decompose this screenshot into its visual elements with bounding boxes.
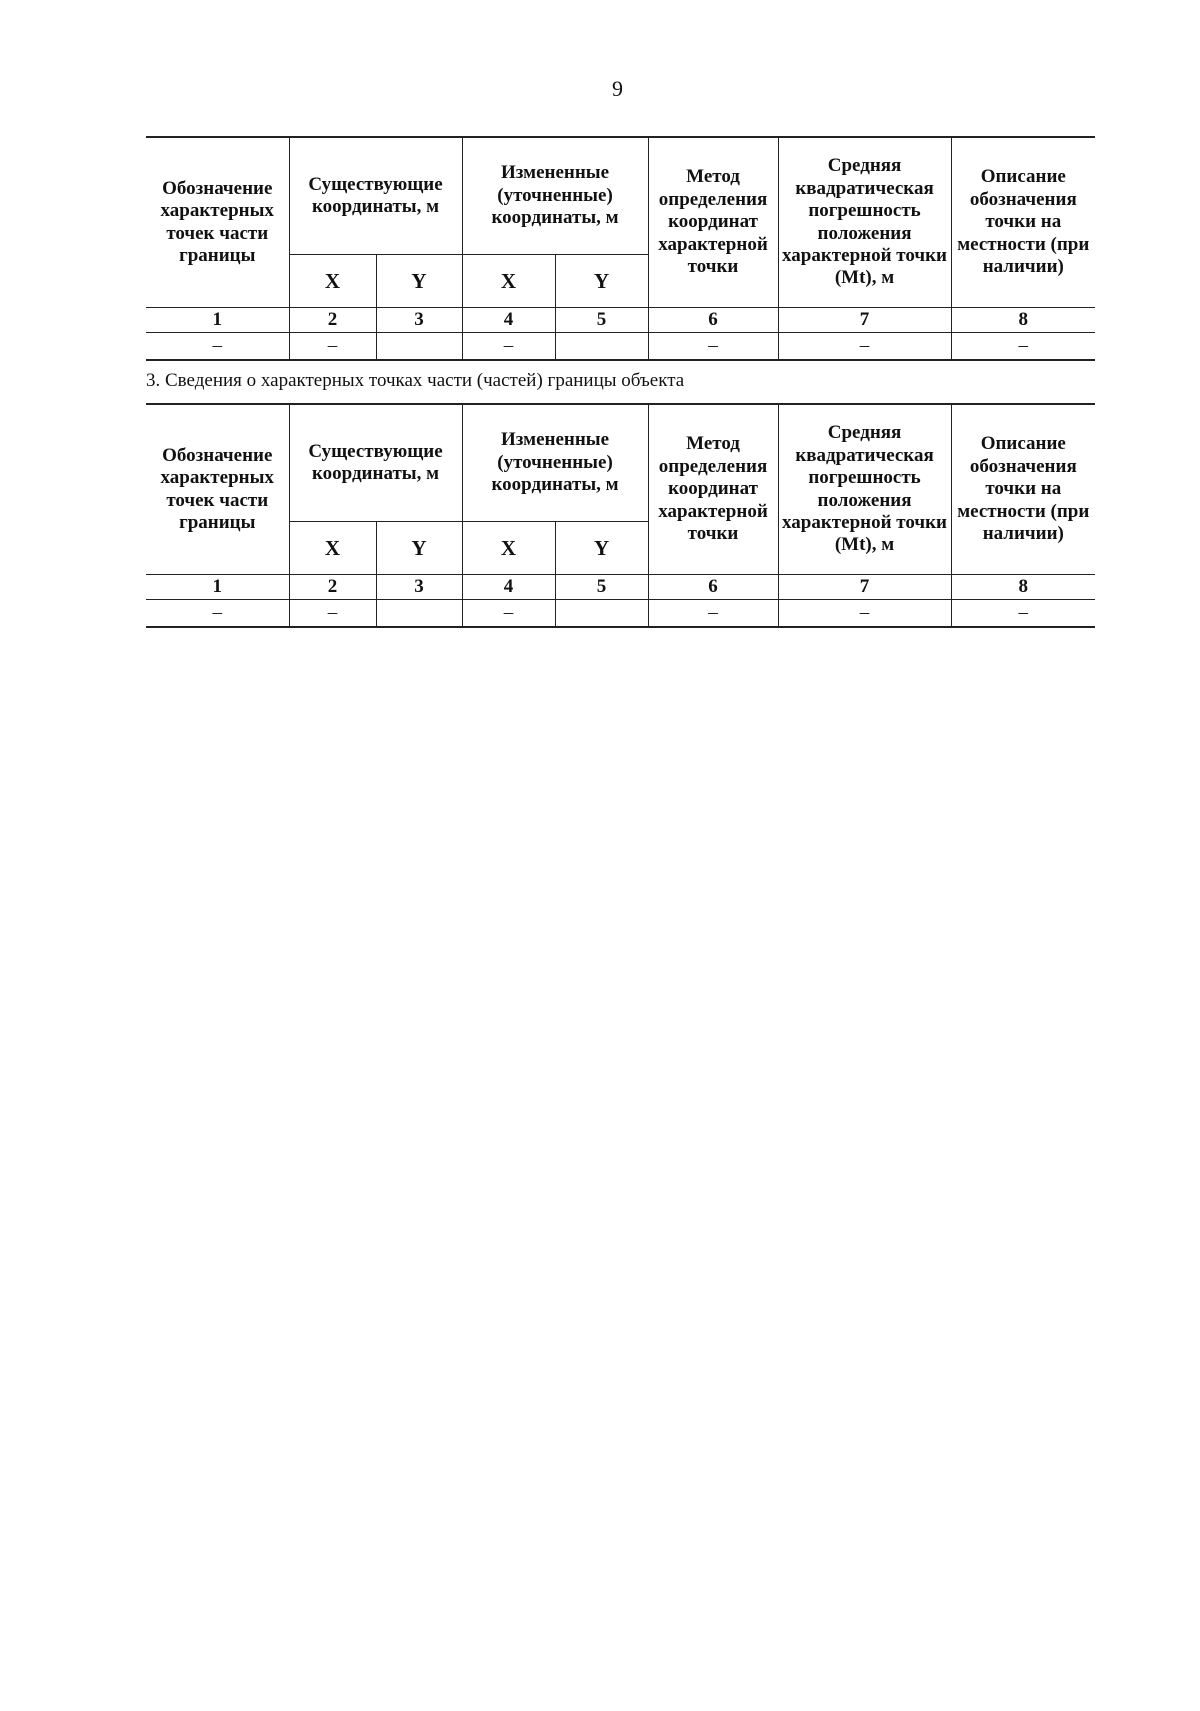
column-number: 4 (462, 308, 555, 333)
table-cell (555, 333, 648, 361)
column-number: 7 (778, 308, 951, 333)
header-changed-coordinates: Измененные (уточненные) координаты, м (462, 404, 648, 522)
header-existing-coordinates: Существующие координаты, м (289, 404, 462, 522)
column-number: 3 (376, 308, 462, 333)
header-existing-y: Y (376, 255, 462, 308)
header-designation: Обозначение характерных точек части границы (146, 404, 289, 575)
table-cell: – (951, 600, 1095, 628)
header-existing-coordinates: Существующие координаты, м (289, 137, 462, 255)
table-cell: – (289, 333, 376, 361)
column-number: 6 (648, 308, 778, 333)
table-cell: – (648, 600, 778, 628)
column-number: 6 (648, 575, 778, 600)
column-number: 3 (376, 575, 462, 600)
table-cell (376, 333, 462, 361)
column-number: 5 (555, 575, 648, 600)
header-description: Описание обозначения точки на местности (при наличии) (951, 404, 1095, 575)
table-row (146, 333, 1095, 361)
header-method: Метод определения координат характерной точки (648, 404, 778, 575)
characteristic-points-table-2 (146, 403, 1095, 628)
column-number: 2 (289, 575, 376, 600)
column-number: 1 (146, 575, 289, 600)
column-number: 4 (462, 575, 555, 600)
header-changed-x: X (462, 255, 555, 308)
header-existing-x: X (289, 522, 376, 575)
table-cell: – (289, 600, 376, 628)
table-cell: – (462, 333, 555, 361)
header-changed-x: X (462, 522, 555, 575)
header-error: Средняя квадратическая погрешность положения характерной точки (Mt), м (778, 404, 951, 575)
header-description: Описание обозначения точки на местности (при наличии) (951, 137, 1095, 308)
header-changed-y: Y (555, 522, 648, 575)
table-cell: – (778, 333, 951, 361)
column-number: 5 (555, 308, 648, 333)
table-cell (376, 600, 462, 628)
column-number: 7 (778, 575, 951, 600)
table-cell: – (951, 333, 1095, 361)
page-number: 9 (612, 76, 623, 101)
header-changed-coordinates: Измененные (уточненные) координаты, м (462, 137, 648, 255)
header-error: Средняя квадратическая погрешность положения характерной точки (Mt), м (778, 137, 951, 308)
table-cell (555, 600, 648, 628)
column-number: 1 (146, 308, 289, 333)
table-cell: – (778, 600, 951, 628)
header-existing-x: X (289, 255, 376, 308)
table-row (146, 600, 1095, 628)
column-number: 2 (289, 308, 376, 333)
table-cell: – (146, 600, 289, 628)
table-cell: – (146, 333, 289, 361)
table-cell: – (648, 333, 778, 361)
section-heading: 3. Сведения о характерных точках части (частей) границы объекта (146, 370, 685, 391)
header-changed-y: Y (555, 255, 648, 308)
column-number: 8 (951, 575, 1095, 600)
header-existing-y: Y (376, 522, 462, 575)
table-cell: – (462, 600, 555, 628)
header-method: Метод определения координат характерной точки (648, 137, 778, 308)
header-designation: Обозначение характерных точек части границы (146, 137, 289, 308)
characteristic-points-table-1 (146, 136, 1095, 361)
column-number: 8 (951, 308, 1095, 333)
